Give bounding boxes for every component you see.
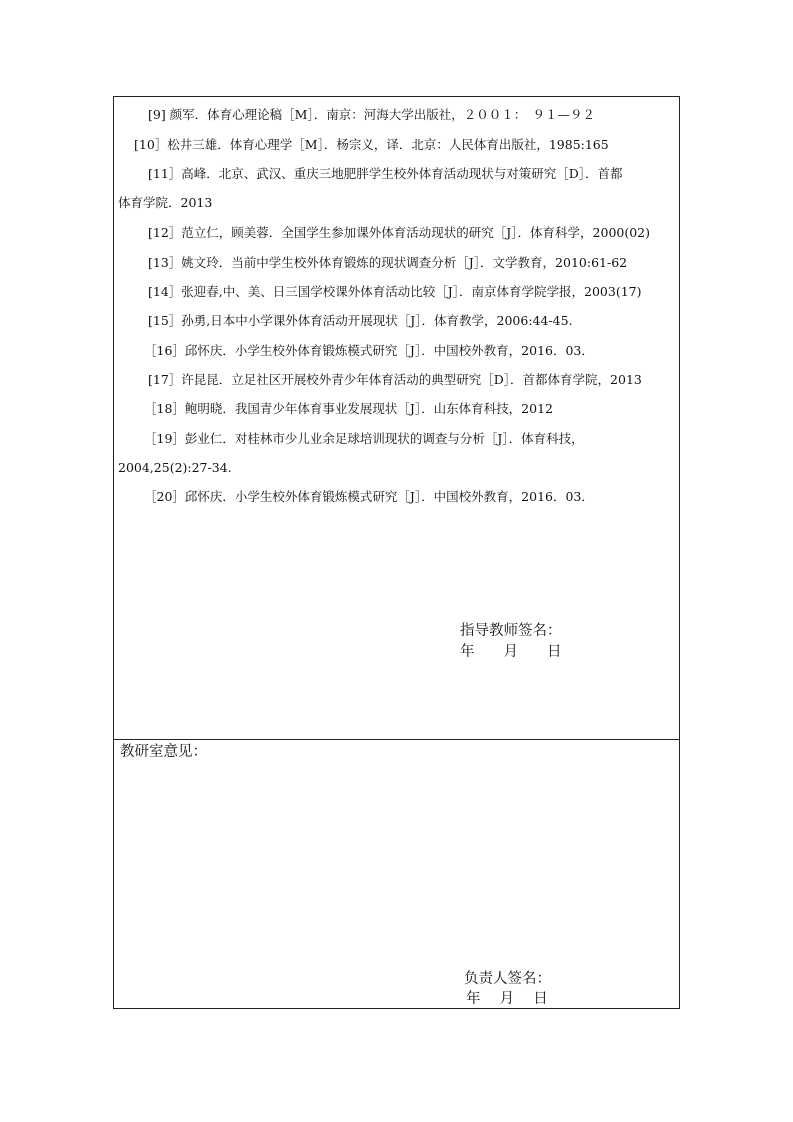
section-divider xyxy=(114,739,679,740)
advisor-date-label: 年 月 日 xyxy=(460,644,562,660)
reference-form xyxy=(113,96,680,1009)
reference-item: [13］姚文玲．当前中学生校外体育锻炼的现状调查分析［J］．文学教育，2010:61-62 xyxy=(148,255,628,270)
reference-item-continuation: 2004,25(2):27-34. xyxy=(118,460,232,475)
reference-item: [9] 颜军．体育心理论稿［M］．南京：河海大学出版社，２００１： ９１—９２ xyxy=(148,107,595,122)
reference-item: [17］许昆昆．立足社区开展校外青少年体育活动的典型研究［D］．首都体育学院，2013 xyxy=(148,372,642,387)
teaching-office-opinion-label: 教研室意见： xyxy=(120,744,207,760)
reference-item: ［20］邱怀庆．小学生校外体育锻炼模式研究［J］．中国校外教育，2016．03． xyxy=(144,489,594,504)
reference-item: ［18］鲍明晓．我国青少年体育事业发展现状［J］．山东体育科技，2012 xyxy=(144,401,553,416)
reference-item-continuation: 体育学院．2013 xyxy=(118,195,213,210)
advisor-signature-label: 指导教师签名： xyxy=(460,623,562,639)
office-head-date-label: 年 月 日 xyxy=(466,991,548,1007)
office-head-signature-label: 负责人签名： xyxy=(464,971,551,987)
reference-item: [10］松井三雄．体育心理学［M］．杨宗义，译．北京：人民体育出版社，1985:165 xyxy=(134,137,609,152)
reference-item: [11］高峰．北京、武汉、重庆三地肥胖学生校外体育活动现状与对策研究［D］．首都 xyxy=(148,166,623,181)
reference-item: ［16］邱怀庆．小学生校外体育锻炼模式研究［J］．中国校外教育，2016．03． xyxy=(144,343,594,358)
reference-item: [15］孙勇,日本中小学课外体育活动开展现状［J］．体育教学，2006:44-45. xyxy=(148,313,573,328)
reference-item: ［19］彭业仁．对桂林市少儿业余足球培训现状的调查与分析［J］．体育科技， xyxy=(144,431,584,446)
reference-item: [12］范立仁，顾美蓉．全国学生参加课外体育活动现状的研究［J］．体育科学，2000(02) xyxy=(148,225,651,240)
reference-item: [14］张迎春,中、美、日三国学校课外体育活动比较［J］．南京体育学院学报，2003(17) xyxy=(148,284,642,299)
